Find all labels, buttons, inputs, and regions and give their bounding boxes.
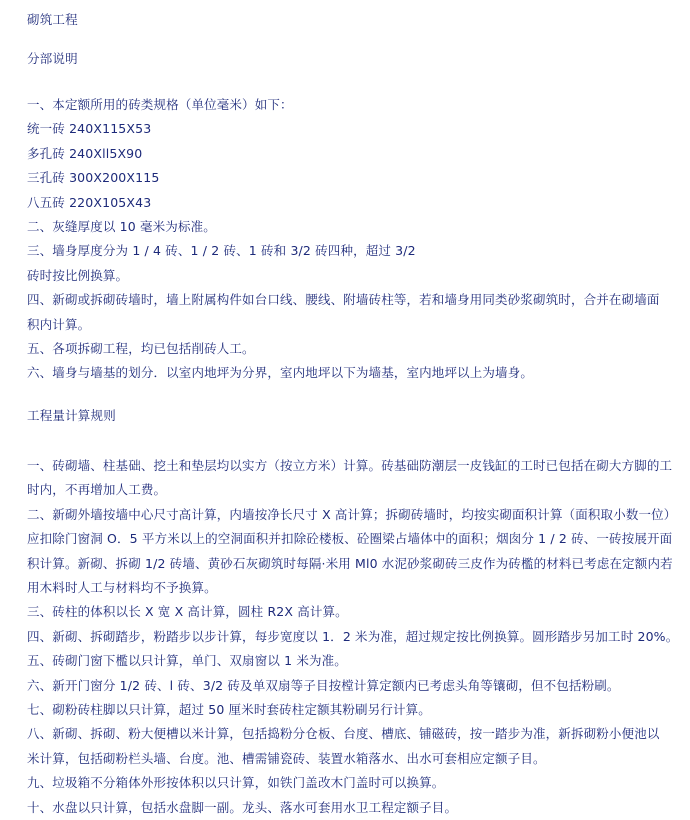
text-line: 砖时按比例换算。 (27, 267, 129, 283)
text-line: 四、新砌或拆砌砖墙时，墙上附属构件如台口线、腰线、附墙砖柱等，若和墙身用同类砂浆砌筑时，合并在砌墙面 (27, 292, 660, 308)
text-line: 五、各项拆砌工程，均已包括削砖人工。 (27, 341, 255, 357)
text-line: 一、本定额所用的砖类规格（单位毫米）如下： (27, 97, 293, 112)
section-heading-description: 分部说明 (27, 51, 78, 66)
text-line: 八五砖 220X105X43 (27, 194, 152, 210)
text-line: 五、砖砌门窗下檻以只计算，单门、双扇窗以 1 米为准。 (27, 653, 347, 669)
text-line: 六、新开门窗分 1/2 砖、l 砖、3/2 砖及单双扇等子目按樘计算定额内已考虑头角等镶砌，但不包括粉刷。 (27, 677, 620, 693)
document-page (27, 0, 677, 820)
text-line: 三孔砖 300X200X115 (27, 170, 160, 186)
text-line: 四、新砌、拆砌踏步，粉踏步以步计算，每步宽度以 1．2 米为准，超过规定按比例换算。圆形踏步另加工时 20%。 (27, 628, 679, 644)
text-line: 时内，不再增加人工费。 (27, 482, 167, 498)
text-line: 用木料时人工与材料均不予换算。 (27, 579, 217, 595)
text-line: 积内计算。 (27, 316, 91, 332)
text-line: 八、新砌、拆砌、粉大便槽以米计算，包括捣粉分仓板、台度、槽底、铺磁砖，按一踏步为准，新拆砌粉小便池以 (27, 726, 660, 742)
text-line: 三、墙身厚度分为 1 / 4 砖、1 / 2 砖、1 砖和 3/2 砖四种，超过 3/2 (27, 243, 416, 259)
text-line: 十、水盘以只计算，包括水盘脚一副。龙头、落水可套用水卫工程定额子目。 (27, 799, 458, 815)
text-line: 一、砖砌墙、柱基础、挖土和垫层均以实方（按立方米）计算。砖基础防潮层一皮钱缸的工时已包括在砌大方脚的工 (27, 457, 673, 473)
text-line: 六、墙身与墙基的划分．以室内地坪为分界，室内地坪以下为墙基，室内地坪以上为墙身。 (27, 365, 534, 381)
text-line: 米计算，包括砌粉栏头墙、台度。池、槽需铺瓷砖、装置水箱落水、出水可套相应定额子目。 (27, 750, 546, 766)
text-line: 七、砌粉砖柱脚以只计算，超过 50 厘米时套砖柱定额其粉刷另行计算。 (27, 701, 431, 717)
text-line: 九、垃圾箱不分箱体外形按体积以只计算，如铁门盖改木门盖时可以换算。 (27, 775, 445, 791)
text-line: 三、砖柱的体积以长 X 宽 X 高计算，圆柱 R2X 高计算。 (27, 604, 348, 620)
document-title: 砌筑工程 (27, 12, 78, 27)
text-line: 二、新砌外墙按墙中心尺寸高计算，内墙按净长尺寸 X 高计算；拆砌砖墙时，均按实砌面积计算（面积取小数一位） (27, 506, 677, 522)
text-line: 统一砖 240X115X53 (27, 121, 152, 137)
section-description-body (27, 93, 677, 386)
section-rules-body (27, 454, 677, 820)
text-line: 二、灰缝厚度以 10 毫米为标准。 (27, 219, 216, 235)
text-line: 积计算。新砌、拆砌 1/2 砖墙、黄砂石灰砌筑时每隔·米用 Ml0 水泥砂浆砌砖三皮作为砖檻的材料已考虑在定额内若 (27, 555, 673, 571)
text-line: 多孔砖 240Xll5X90 (27, 145, 143, 161)
section-heading-rules: 工程量计算规则 (27, 407, 116, 423)
text-line: 应扣除门窗洞 O．5 平方米以上的空洞面积并扣除砼楼板、砼圈梁占墙体中的面积；烟囱分 1 / 2 砖、一砖按展开面 (27, 531, 673, 547)
